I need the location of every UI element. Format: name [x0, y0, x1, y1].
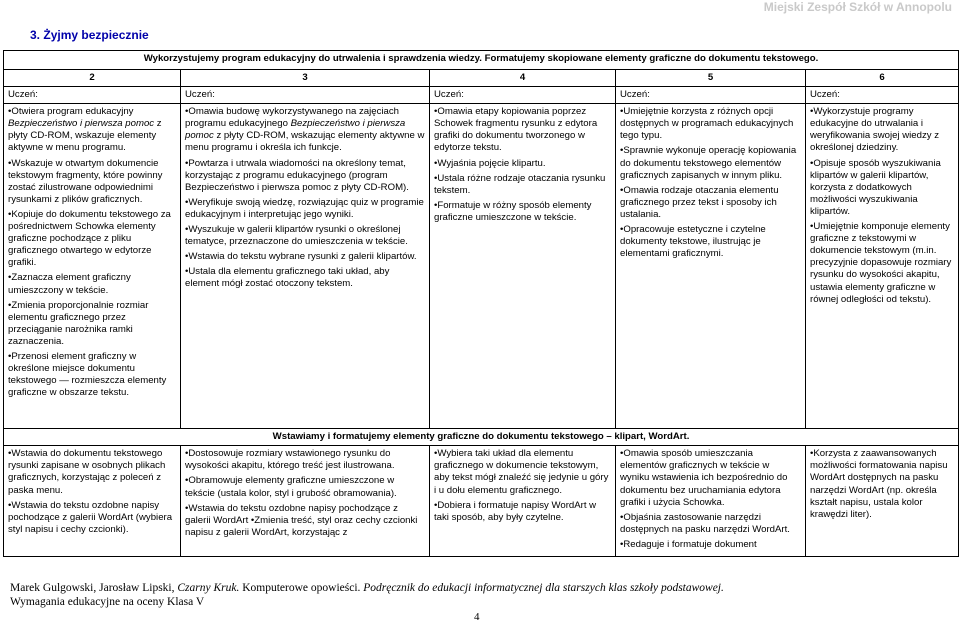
grade-3-header: 3 [181, 70, 430, 87]
requirement-text: Omawia budowę wykorzystywanego na zajęciach programu edukacyjnego [185, 106, 399, 130]
section-title-text: Żyjmy bezpiecznie [43, 28, 149, 42]
requirement-text: Wstawia do tekstu ozdobne napisy pochodzące z galerii WordArt •Zmienia treść, styl oraz cechy czcionki napisu z galerii WordArt, korzystając z [185, 502, 418, 538]
requirement-item [185, 475, 425, 499]
requirement-text: Formatuje w różny sposób elementy graficzne umieszczone w tekście. [434, 199, 592, 223]
student-label: Uczeń: [4, 87, 181, 104]
requirement-item [185, 251, 425, 263]
requirement-text: Zaznacza element graficzny umieszczony w tekście. [8, 272, 131, 296]
requirement-text: Kopiuje do dokumentu tekstowego za pośrednictwem Schowka elementy graficzne pochodzące z pliku graficznego otwartego w edytorze grafiki. [8, 208, 171, 269]
requirement-text: Wskazuje w otwartym dokumencie tekstowym fragmenty, które powinny zostać zilustrowane odpowiednimi rysunkami z plików graficznych. [8, 157, 163, 205]
requirement-text: Zmienia proporcjonalnie rozmiar elementu graficznego przez przeciąganie narożnika ramki zaznaczenia. [8, 299, 149, 347]
page-number: 4 [474, 611, 480, 623]
requirement-text: Opisuje sposób wyszukiwania klipartów w galerii klipartów, korzysta z dodatkowych możliwości wyszukiwania klipartów. [810, 157, 941, 217]
requirement-text: Korzysta z zaawansowanych możliwości formatowania napisu WordArt dostępnych na pasku narzędzi WordArt (np. określa kształt napisu, ustala kolor krawędzi liter). [810, 448, 948, 520]
requirement-item [434, 448, 611, 496]
requirement-item [8, 209, 176, 269]
bottom-requirements-row [4, 446, 959, 557]
top-requirements-row [4, 104, 959, 429]
requirement-item [185, 266, 425, 290]
requirement-item [8, 448, 176, 496]
intro-text: Wykorzystujemy program edukacyjny do utrwalenia i sprawdzenia wiedzy. Formatujemy skopiowane elementy graficzne do dokumentu tekstowego. [4, 51, 959, 70]
section-title [30, 28, 149, 42]
requirement-text: Bezpieczeństwo i pierwsza pomoc [8, 118, 155, 130]
requirement-item [434, 500, 611, 524]
requirement-item [185, 224, 425, 248]
requirement-text: Otwiera program edukacyjny [11, 106, 134, 118]
topic-band: Wstawiamy i formatujemy elementy graficzne do dokumentu tekstowego – klipart, WordArt. [4, 429, 959, 446]
requirement-text: Omawia rodzaje otaczania elementu graficznego przez tekst i sposoby ich ustalania. [620, 184, 779, 220]
requirement-item [434, 173, 611, 197]
requirement-item [810, 448, 954, 521]
requirement-item [620, 224, 801, 260]
requirements-table [3, 50, 959, 557]
footer-authors: Marek Gulgowski, Jarosław Lipski, [10, 582, 178, 594]
requirement-item [434, 106, 611, 154]
footer-subtitle: Podręcznik do edukacji informatycznej dla starszych klas szkoły podstawowej. [363, 582, 724, 594]
requirement-text: Sprawnie wykonuje operację kopiowania do dokumentu tekstowego elementów graficznych zapisanych w innym pliku. [620, 145, 797, 181]
requirement-text: z płyty CD-ROM, wskazuje elementy aktywne w menu programu. [8, 118, 162, 154]
requirement-text: Dostosowuje rozmiary wstawionego rysunku do wysokości akapitu, którego treść jest ilustrowana. [185, 448, 395, 472]
requirement-text: Dobiera i formatuje napisy WordArt w taki sposób, aby były czytelne. [434, 499, 597, 523]
grade-2-header: 2 [4, 70, 181, 87]
requirement-item [810, 106, 954, 154]
requirement-item [185, 503, 425, 539]
requirement-text: z płyty CD-ROM, wskazując elementy aktywne w menu programu i określa ich funkcje. [185, 130, 425, 154]
requirement-item [620, 145, 801, 181]
requirements-cell [430, 446, 616, 557]
requirements-cell [4, 446, 181, 557]
student-label: Uczeń: [181, 87, 430, 104]
requirement-item [620, 185, 801, 221]
requirement-item [185, 158, 425, 194]
requirement-text: Wyjaśnia pojęcie klipartu. [437, 157, 546, 169]
student-label: Uczeń: [616, 87, 806, 104]
requirement-text: Ustala różne rodzaje otaczania rysunku tekstem. [434, 172, 606, 196]
requirement-item [8, 351, 176, 399]
grade-6-header: 6 [806, 70, 959, 87]
footer-book-title: Czarny Kruk. [177, 582, 240, 594]
section-number: 3. [30, 28, 41, 42]
requirement-item [8, 300, 176, 348]
requirements-cell [4, 104, 181, 429]
requirement-text: Obramowuje elementy graficzne umieszczone w tekście (ustala kolor, styl i grubość obramowania). [185, 475, 397, 499]
requirement-item [8, 158, 176, 206]
requirement-item [810, 221, 954, 306]
school-name-header: Miejski Zespół Szkół w Annopolu [763, 0, 952, 14]
requirement-text: Opracowuje estetyczne i czytelne dokumenty tekstowe, ilustrując je elementami graficznymi. [620, 224, 766, 260]
student-label: Uczeń: [430, 87, 616, 104]
requirement-text: Umiejętnie komponuje elementy graficzne z tekstowymi w dokumencie tekstowym (m.in. precyzyjnie dopasowuje rozmiary rysunku do wysokości akapitu, ustawia elementy graficzne w równej odległości od tekstu). [810, 221, 952, 305]
requirement-text: Redaguje i formatuje dokument [623, 538, 757, 550]
footer-citation [10, 581, 724, 609]
requirements-cell [616, 446, 806, 557]
requirement-text: Omawia sposób umieszczania elementów graficznych w tekście w wyniku wstawienia ich bezpośrednio do dokumentu bez uruchamiania edytora grafiki i użycia Schowka. [620, 448, 788, 508]
requirements-cell [181, 446, 430, 557]
requirement-item [620, 448, 801, 508]
requirement-text: Ustala dla elementu graficznego taki układ, aby element mógł zostać otoczony tekstem. [185, 266, 390, 290]
requirement-item [434, 200, 611, 224]
requirement-item [185, 448, 425, 472]
requirement-text: Wykorzystuje programy edukacyjne do utrwalania i weryfikowania swojej wiedzy z określonej dziedziny. [810, 106, 940, 154]
requirement-item [620, 106, 801, 142]
requirement-text: Umiejętnie korzysta z różnych opcji dostępnych w programach edukacyjnych tego typu. [620, 106, 794, 142]
requirements-cell [616, 104, 806, 429]
requirement-text: Weryfikuje swoją wiedzę, rozwiązując quiz w programie edukacyjnym i interpretując jego wyniki. [185, 196, 424, 220]
requirement-item [8, 500, 176, 536]
requirement-text: Omawia etapy kopiowania poprzez Schowek fragmentu rysunku z edytora grafiki do dokumentu tworzonego w edytorze tekstu. [434, 106, 598, 154]
requirement-item [620, 512, 801, 536]
student-label: Uczeń: [806, 87, 959, 104]
requirement-text: Wstawia do tekstu wybrane rysunki z galerii klipartów. [188, 251, 417, 263]
footer-line-1 [10, 581, 724, 595]
requirement-item [185, 106, 425, 154]
requirements-cell [806, 446, 959, 557]
requirement-text: Wstawia do dokumentu tekstowego rysunki zapisane w osobnych plikach graficznych, korzystając z poleceń z paska menu. [8, 448, 166, 496]
footer-line-2: Wymagania edukacyjne na oceny Klasa V [10, 596, 205, 608]
requirements-cell [430, 104, 616, 429]
requirement-item [434, 158, 611, 170]
requirement-text: Bezpieczeństwo i pierwsza pomoc [185, 118, 406, 142]
requirement-text: Powtarza i utrwala wiadomości na określony temat, korzystając z programu edukacyjnego (program Bezpieczeństwo i pierwsza pomoc z płyty CD-ROM). [185, 157, 409, 193]
grade-5-header: 5 [616, 70, 806, 87]
requirements-cell [181, 104, 430, 429]
requirement-text: Wybiera taki układ dla elementu graficznego w dokumencie tekstowym, aby tekst mógł znaleźć się jedynie u góry i u dołu elementu graficznego. [434, 448, 609, 496]
requirement-text: Wstawia do tekstu ozdobne napisy pochodzące z galerii WordArt (wybiera styl napisu i cechy czcionki). [8, 499, 173, 535]
requirement-item [8, 106, 176, 154]
grade-4-header: 4 [430, 70, 616, 87]
requirement-item [185, 197, 425, 221]
requirement-text: Objaśnia zastosowanie narzędzi dostępnych na pasku narzędzi WordArt. [620, 511, 790, 535]
requirement-item [8, 272, 176, 296]
requirement-item [810, 158, 954, 218]
requirement-text: Przenosi element graficzny w określone miejsce dokumentu tekstowego — rozmieszcza elementy graficzne w obszarze tekstu. [8, 350, 167, 399]
footer-series: Komputerowe opowieści. [239, 582, 364, 594]
requirement-item [620, 539, 801, 551]
requirement-text: Wyszukuje w galerii klipartów rysunki o określonej tematyce, przeznaczone do umieszczenia w tekście. [185, 224, 408, 248]
requirements-cell [806, 104, 959, 429]
